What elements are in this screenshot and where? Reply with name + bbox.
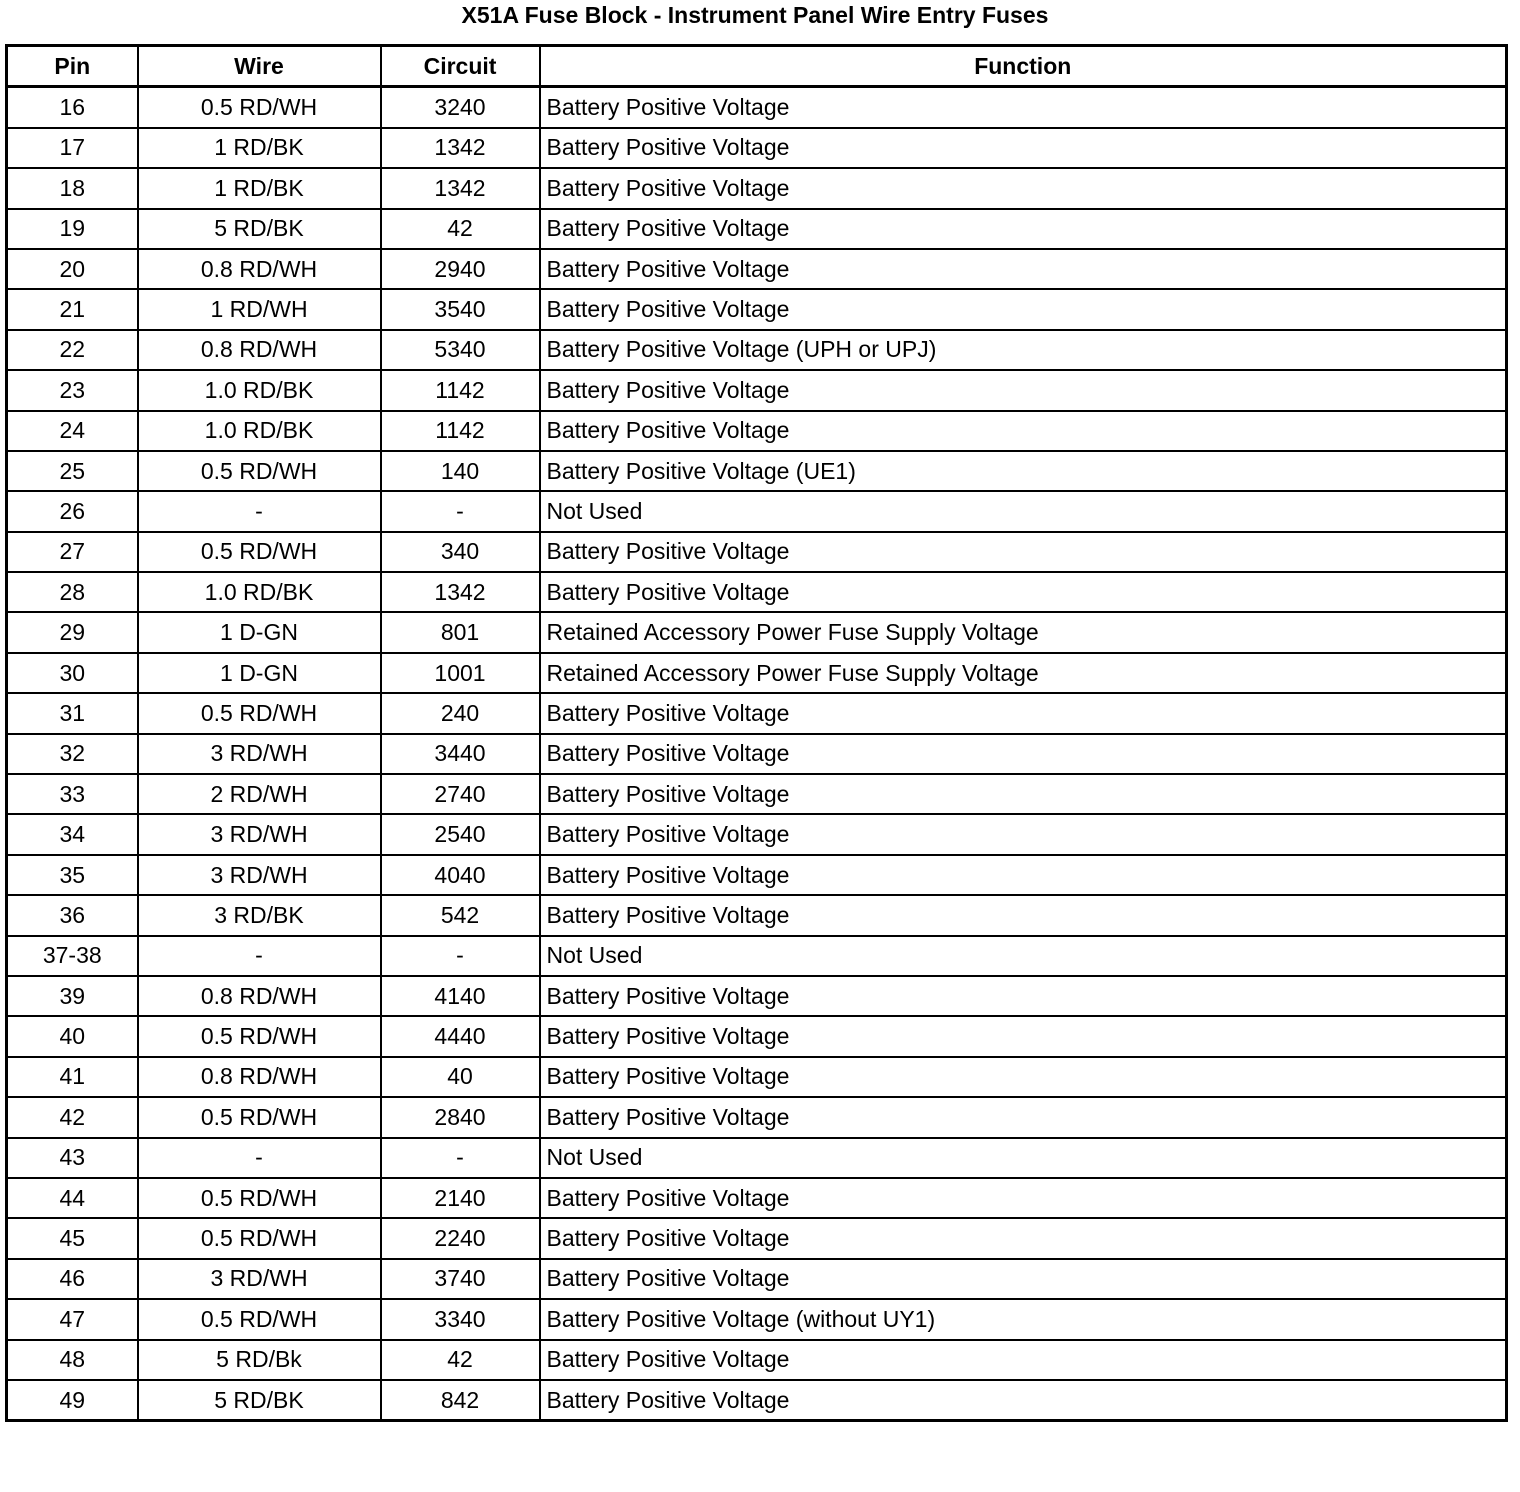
- table-row: [7, 532, 1507, 572]
- circuit-cell: 1342: [381, 128, 540, 168]
- table-row: [7, 330, 1507, 370]
- pin-cell: 27: [7, 532, 138, 572]
- pin-cell: 32: [7, 734, 138, 774]
- function-cell: Not Used: [540, 491, 1507, 531]
- wire-cell: 0.5 RD/WH: [138, 451, 381, 491]
- page-title: X51A Fuse Block - Instrument Panel Wire Entry Fuses: [461, 2, 1049, 28]
- wire-cell: 2 RD/WH: [138, 774, 381, 814]
- circuit-cell: 1342: [381, 572, 540, 612]
- table-row: [7, 734, 1507, 774]
- circuit-cell: 2240: [381, 1218, 540, 1258]
- table-row: [7, 370, 1507, 410]
- table-row: [7, 1299, 1507, 1339]
- function-cell: Battery Positive Voltage: [540, 1380, 1507, 1421]
- table-row: [7, 87, 1507, 128]
- pin-cell: 29: [7, 612, 138, 652]
- wire-cell: 1.0 RD/BK: [138, 411, 381, 451]
- circuit-cell: 1142: [381, 411, 540, 451]
- pin-cell: 19: [7, 209, 138, 249]
- function-cell: Battery Positive Voltage: [540, 895, 1507, 935]
- function-cell: Battery Positive Voltage: [540, 532, 1507, 572]
- circuit-cell: 40: [381, 1057, 540, 1097]
- table-row: [7, 612, 1507, 652]
- circuit-cell: 4140: [381, 976, 540, 1016]
- wire-cell: 1.0 RD/BK: [138, 370, 381, 410]
- circuit-cell: 42: [381, 1340, 540, 1380]
- table-body: [7, 87, 1507, 1421]
- pin-cell: 46: [7, 1259, 138, 1299]
- table-row: [7, 1218, 1507, 1258]
- circuit-cell: 2140: [381, 1178, 540, 1218]
- table-row: [7, 653, 1507, 693]
- wire-cell: 5 RD/BK: [138, 209, 381, 249]
- wire-cell: 0.5 RD/WH: [138, 1016, 381, 1056]
- function-cell: Retained Accessory Power Fuse Supply Voltage: [540, 612, 1507, 652]
- table-row: [7, 936, 1507, 976]
- pin-cell: 21: [7, 289, 138, 329]
- pin-cell: 22: [7, 330, 138, 370]
- circuit-cell: 340: [381, 532, 540, 572]
- wire-cell: 1.0 RD/BK: [138, 572, 381, 612]
- pin-cell: 42: [7, 1097, 138, 1137]
- pin-cell: 18: [7, 168, 138, 208]
- function-cell: Battery Positive Voltage: [540, 1016, 1507, 1056]
- circuit-cell: 2940: [381, 249, 540, 289]
- function-cell: Battery Positive Voltage: [540, 572, 1507, 612]
- wire-cell: 1 RD/BK: [138, 128, 381, 168]
- wire-cell: 3 RD/BK: [138, 895, 381, 935]
- function-cell: Battery Positive Voltage: [540, 855, 1507, 895]
- wire-cell: 5 RD/Bk: [138, 1340, 381, 1380]
- circuit-cell: 1001: [381, 653, 540, 693]
- function-cell: Battery Positive Voltage: [540, 1259, 1507, 1299]
- circuit-cell: 42: [381, 209, 540, 249]
- function-cell: Battery Positive Voltage (UE1): [540, 451, 1507, 491]
- pin-cell: 36: [7, 895, 138, 935]
- column-header-function: Function: [540, 46, 1507, 87]
- circuit-cell: 1142: [381, 370, 540, 410]
- circuit-cell: -: [381, 936, 540, 976]
- pin-cell: 47: [7, 1299, 138, 1339]
- wire-cell: 3 RD/WH: [138, 855, 381, 895]
- table-row: [7, 1380, 1507, 1421]
- wire-cell: -: [138, 936, 381, 976]
- wire-cell: -: [138, 1138, 381, 1178]
- circuit-cell: 3240: [381, 87, 540, 128]
- fuse-pin-table: [5, 44, 1508, 1422]
- table-row: [7, 1016, 1507, 1056]
- pin-cell: 44: [7, 1178, 138, 1218]
- circuit-cell: -: [381, 1138, 540, 1178]
- circuit-cell: 3540: [381, 289, 540, 329]
- table-row: [7, 1097, 1507, 1137]
- table-row: [7, 774, 1507, 814]
- function-cell: Battery Positive Voltage: [540, 411, 1507, 451]
- circuit-cell: 4040: [381, 855, 540, 895]
- pin-cell: 24: [7, 411, 138, 451]
- wire-cell: 0.8 RD/WH: [138, 249, 381, 289]
- function-cell: Battery Positive Voltage: [540, 1178, 1507, 1218]
- table-row: [7, 895, 1507, 935]
- pin-cell: 31: [7, 693, 138, 733]
- pin-cell: 40: [7, 1016, 138, 1056]
- wire-cell: 0.5 RD/WH: [138, 87, 381, 128]
- pin-cell: 26: [7, 491, 138, 531]
- wire-cell: 5 RD/BK: [138, 1380, 381, 1421]
- wire-cell: 3 RD/WH: [138, 814, 381, 854]
- column-header-wire: Wire: [138, 46, 381, 87]
- table-row: [7, 814, 1507, 854]
- function-cell: Battery Positive Voltage (without UY1): [540, 1299, 1507, 1339]
- table-row: [7, 128, 1507, 168]
- circuit-cell: 542: [381, 895, 540, 935]
- wire-cell: 3 RD/WH: [138, 734, 381, 774]
- function-cell: Battery Positive Voltage: [540, 289, 1507, 329]
- circuit-cell: 1342: [381, 168, 540, 208]
- wire-cell: 1 RD/WH: [138, 289, 381, 329]
- table-row: [7, 411, 1507, 451]
- column-header-pin: Pin: [7, 46, 138, 87]
- pin-cell: 37-38: [7, 936, 138, 976]
- pin-cell: 25: [7, 451, 138, 491]
- header-row: [7, 46, 1507, 87]
- circuit-cell: 2740: [381, 774, 540, 814]
- pin-cell: 43: [7, 1138, 138, 1178]
- table-row: [7, 572, 1507, 612]
- table-row: [7, 289, 1507, 329]
- wire-cell: 1 D-GN: [138, 653, 381, 693]
- function-cell: Battery Positive Voltage (UPH or UPJ): [540, 330, 1507, 370]
- pin-cell: 28: [7, 572, 138, 612]
- wire-cell: 0.5 RD/WH: [138, 1178, 381, 1218]
- circuit-cell: 801: [381, 612, 540, 652]
- table-row: [7, 451, 1507, 491]
- function-cell: Battery Positive Voltage: [540, 1218, 1507, 1258]
- circuit-cell: 3740: [381, 1259, 540, 1299]
- wire-cell: 0.5 RD/WH: [138, 1299, 381, 1339]
- function-cell: Battery Positive Voltage: [540, 87, 1507, 128]
- function-cell: Battery Positive Voltage: [540, 1340, 1507, 1380]
- table-row: [7, 855, 1507, 895]
- table-row: [7, 491, 1507, 531]
- function-cell: Battery Positive Voltage: [540, 1057, 1507, 1097]
- table-header: [7, 46, 1507, 87]
- pin-cell: 34: [7, 814, 138, 854]
- wire-cell: 0.5 RD/WH: [138, 693, 381, 733]
- wire-cell: 1 D-GN: [138, 612, 381, 652]
- wire-cell: 0.5 RD/WH: [138, 532, 381, 572]
- function-cell: Retained Accessory Power Fuse Supply Voltage: [540, 653, 1507, 693]
- function-cell: Battery Positive Voltage: [540, 1097, 1507, 1137]
- function-cell: Not Used: [540, 936, 1507, 976]
- circuit-cell: 2840: [381, 1097, 540, 1137]
- function-cell: Battery Positive Voltage: [540, 814, 1507, 854]
- pin-cell: 49: [7, 1380, 138, 1421]
- wire-cell: 0.8 RD/WH: [138, 330, 381, 370]
- table-row: [7, 249, 1507, 289]
- circuit-cell: 3440: [381, 734, 540, 774]
- table-row: [7, 168, 1507, 208]
- wire-cell: 3 RD/WH: [138, 1259, 381, 1299]
- circuit-cell: 842: [381, 1380, 540, 1421]
- function-cell: Battery Positive Voltage: [540, 693, 1507, 733]
- circuit-cell: 4440: [381, 1016, 540, 1056]
- column-header-circuit: Circuit: [381, 46, 540, 87]
- table-row: [7, 976, 1507, 1016]
- wire-cell: 0.5 RD/WH: [138, 1218, 381, 1258]
- function-cell: Battery Positive Voltage: [540, 370, 1507, 410]
- wire-cell: 0.8 RD/WH: [138, 1057, 381, 1097]
- wire-cell: 0.5 RD/WH: [138, 1097, 381, 1137]
- function-cell: Battery Positive Voltage: [540, 976, 1507, 1016]
- pin-cell: 23: [7, 370, 138, 410]
- pin-cell: 33: [7, 774, 138, 814]
- table-row: [7, 1057, 1507, 1097]
- circuit-cell: 140: [381, 451, 540, 491]
- pin-cell: 35: [7, 855, 138, 895]
- pin-cell: 45: [7, 1218, 138, 1258]
- table-row: [7, 693, 1507, 733]
- table-row: [7, 1138, 1507, 1178]
- circuit-cell: 2540: [381, 814, 540, 854]
- function-cell: Battery Positive Voltage: [540, 734, 1507, 774]
- function-cell: Battery Positive Voltage: [540, 128, 1507, 168]
- wire-cell: -: [138, 491, 381, 531]
- function-cell: Battery Positive Voltage: [540, 774, 1507, 814]
- pin-cell: 20: [7, 249, 138, 289]
- function-cell: Battery Positive Voltage: [540, 209, 1507, 249]
- pin-cell: 30: [7, 653, 138, 693]
- pin-cell: 39: [7, 976, 138, 1016]
- table-row: [7, 209, 1507, 249]
- table-row: [7, 1178, 1507, 1218]
- circuit-cell: 240: [381, 693, 540, 733]
- wire-cell: 0.8 RD/WH: [138, 976, 381, 1016]
- pin-cell: 16: [7, 87, 138, 128]
- circuit-cell: 3340: [381, 1299, 540, 1339]
- table-row: [7, 1259, 1507, 1299]
- wire-cell: 1 RD/BK: [138, 168, 381, 208]
- table-row: [7, 1340, 1507, 1380]
- function-cell: Battery Positive Voltage: [540, 168, 1507, 208]
- pin-cell: 17: [7, 128, 138, 168]
- pin-cell: 41: [7, 1057, 138, 1097]
- pin-cell: 48: [7, 1340, 138, 1380]
- function-cell: Not Used: [540, 1138, 1507, 1178]
- circuit-cell: 5340: [381, 330, 540, 370]
- function-cell: Battery Positive Voltage: [540, 249, 1507, 289]
- circuit-cell: -: [381, 491, 540, 531]
